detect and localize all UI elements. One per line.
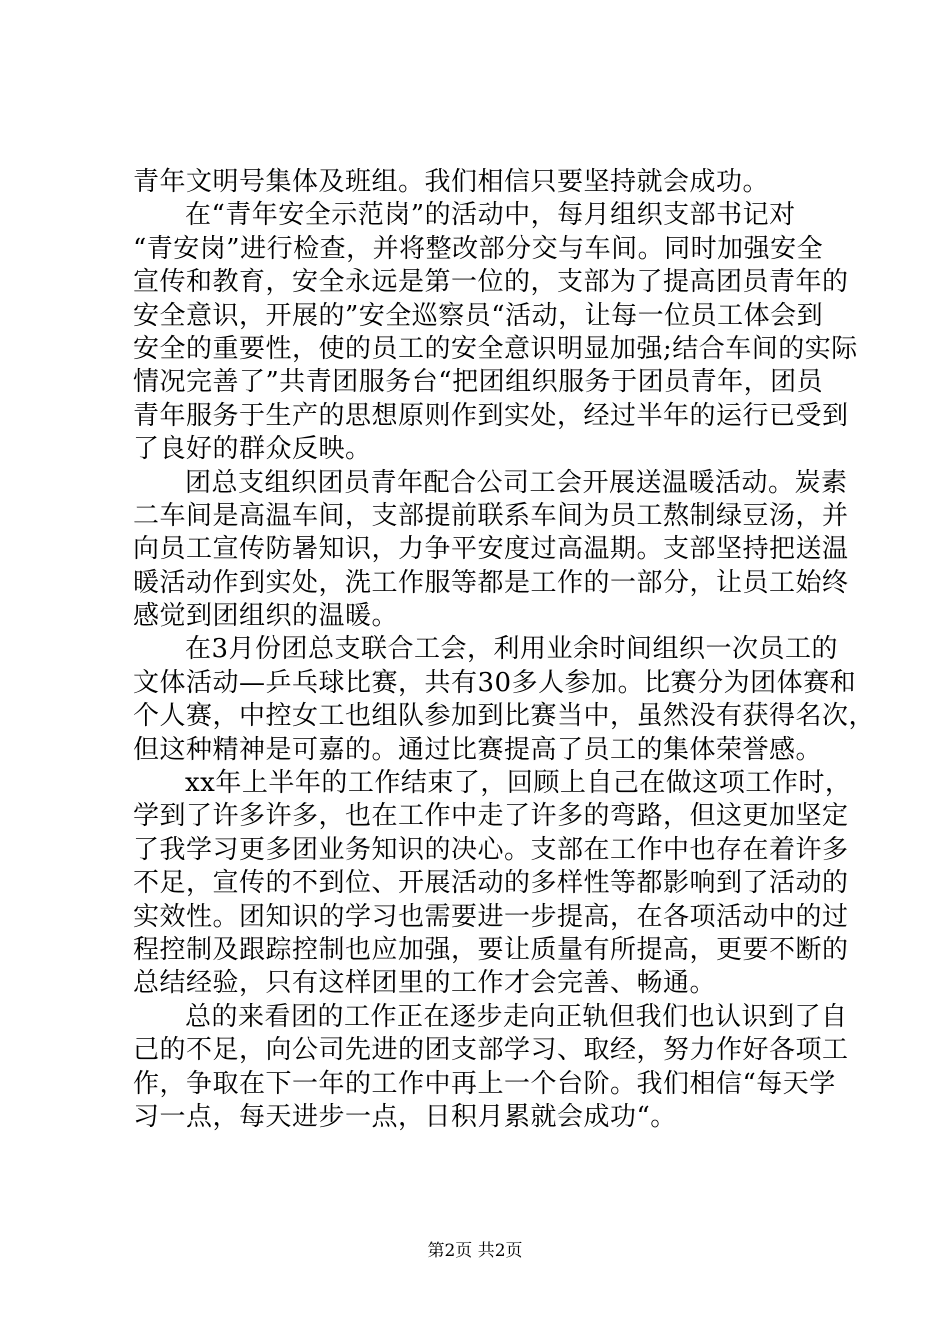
text-line: 文体活动—乒乓球比赛，共有30多人参加。比赛分为团体赛和 xyxy=(133,667,857,698)
paragraph-start-line: 在3月份团总支联合工会，利用业余时间组织一次员工的 xyxy=(185,634,839,665)
paragraph-start-line: xx年上半年的工作结束了，回顾上自己在做这项工作时， xyxy=(185,768,852,799)
text-line: 安全的重要性，使的员工的安全意识明显加强;结合车间的实际 xyxy=(133,333,858,364)
paragraph-start-line: 团总支组织团员青年配合公司工会开展送温暖活动。炭素 xyxy=(185,467,848,498)
text-line: 宣传和教育，安全永远是第一位的，支部为了提高团员青年的 xyxy=(133,267,849,298)
text-line: 程控制及跟踪控制也应加强，要让质量有所提高，更要不断的 xyxy=(133,934,849,965)
text-line: 了我学习更多团业务知识的决心。支部在工作中也存在着许多 xyxy=(133,834,849,865)
text-line: 作，争取在下一年的工作中再上一个台阶。我们相信“每天学 xyxy=(133,1068,836,1099)
text-line: 二车间是高温车间，支部提前联系车间为员工熬制绿豆汤，并 xyxy=(133,500,849,531)
text-line: 安全意识，开展的”安全巡察员“活动，让每一位员工体会到 xyxy=(133,300,824,331)
text-line: 实效性。团知识的学习也需要进一步提高，在各项活动中的过 xyxy=(133,901,849,932)
paragraph-start-line: 在“青年安全示范岗”的活动中，每月组织支部书记对 xyxy=(185,200,796,231)
text-line: 不足，宣传的不到位、开展活动的多样性等都影响到了活动的 xyxy=(133,868,849,899)
text-line: 总结经验，只有这样团里的工作才会完善、畅通。 xyxy=(133,968,717,999)
text-line: 情况完善了”共青团服务台“把团组织服务于团员青年，团员 xyxy=(133,367,824,398)
text-line: 暖活动作到实处，洗工作服等都是工作的一部分，让员工始终 xyxy=(133,567,849,598)
document-body xyxy=(133,166,876,1134)
text-line: 感觉到团组织的温暖。 xyxy=(133,601,399,632)
text-line: 学到了许多许多，也在工作中走了许多的弯路，但这更加坚定 xyxy=(133,801,849,832)
text-line: 了良好的群众反映。 xyxy=(133,434,372,465)
paragraph-start-line: 总的来看团的工作正在逐步走向正轨但我们也认识到了自 xyxy=(185,1001,848,1032)
page-number-footer: 第2页 共2页 xyxy=(427,1241,523,1261)
text-line: 己的不足，向公司先进的团支部学习、取经，努力作好各项工 xyxy=(133,1035,849,1066)
text-line: 向员工宣传防暑知识，力争平安度过高温期。支部坚持把送温 xyxy=(133,534,849,565)
text-line: 个人赛，中控女工也组队参加到比赛当中，虽然没有获得名次， xyxy=(133,701,876,732)
text-line: “青安岗”进行检查，并将整改部分交与车间。同时加强安全 xyxy=(133,233,824,264)
text-line: 青年服务于生产的思想原则作到实处，经过半年的运行已受到 xyxy=(133,400,849,431)
text-line: 习一点，每天进步一点，日积月累就会成功“。 xyxy=(133,1101,677,1132)
text-line: 但这种精神是可嘉的。通过比赛提高了员工的集体荣誉感。 xyxy=(133,734,823,765)
text-line: 青年文明号集体及班组。我们相信只要坚持就会成功。 xyxy=(133,167,770,197)
